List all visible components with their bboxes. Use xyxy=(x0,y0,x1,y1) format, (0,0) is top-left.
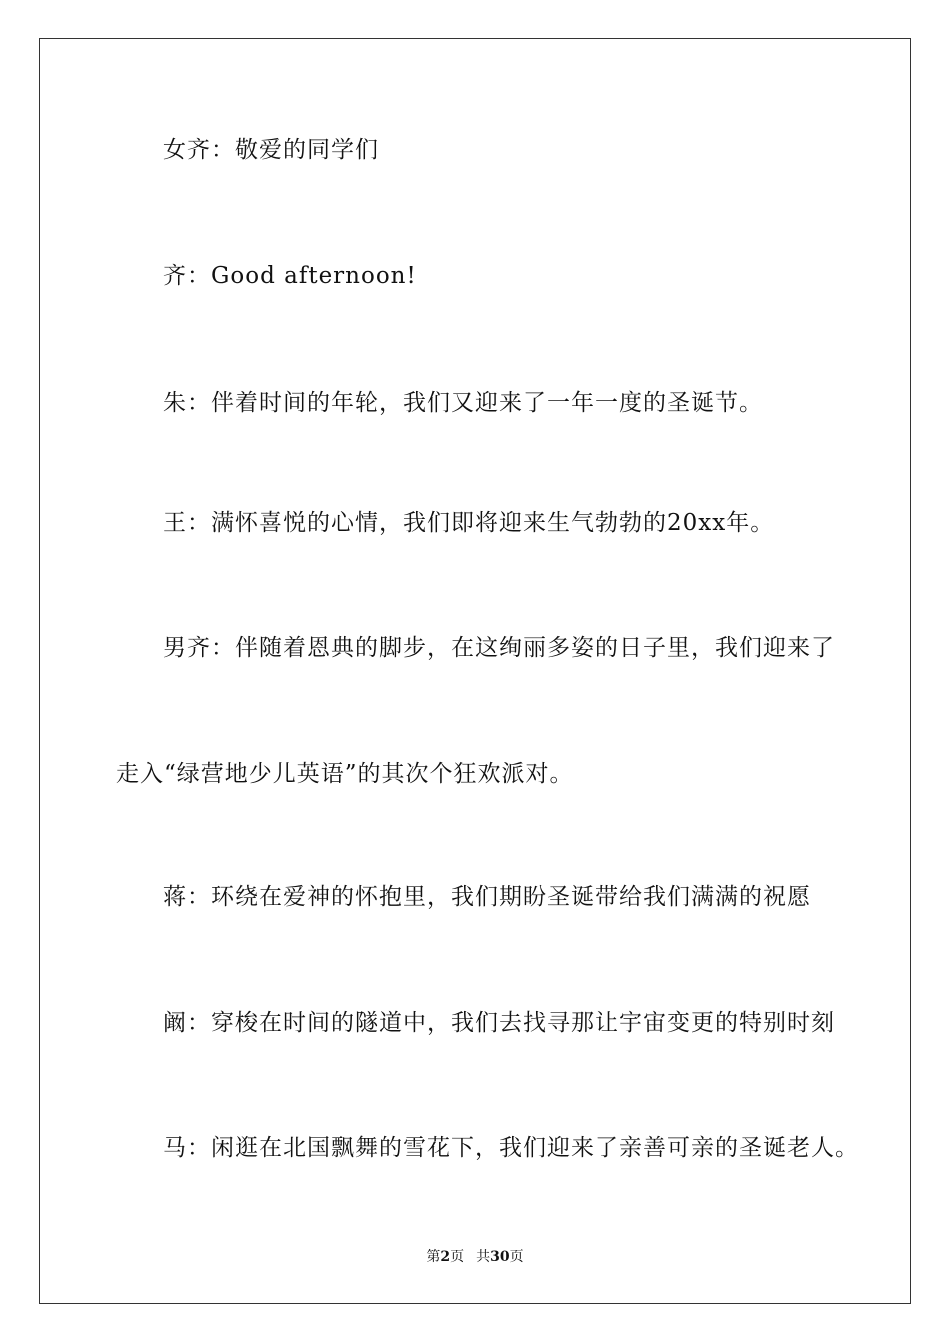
total-prefix: 共 xyxy=(476,1249,491,1265)
dialogue-line-8: 马：闲逛在北国飘舞的雪花下，我们迎来了亲善可亲的圣诞老人。 xyxy=(163,1135,859,1161)
dialogue-line-4: 王：满怀喜悦的心情，我们即将迎来生气勃勃的20xx年。 xyxy=(163,510,775,536)
dialogue-line-1: 女齐：敬爱的同学们 xyxy=(163,137,379,163)
dialogue-line-2: 齐：Good afternoon! xyxy=(163,263,417,289)
page-prefix: 第 xyxy=(426,1249,441,1265)
page-suffix: 页 xyxy=(450,1249,465,1265)
dialogue-line-5: 男齐：伴随着恩典的脚步，在这绚丽多姿的日子里，我们迎来了 xyxy=(163,635,835,661)
dialogue-line-6: 蒋：环绕在爱神的怀抱里，我们期盼圣诞带给我们满满的祝愿 xyxy=(163,884,811,910)
dialogue-line-3: 朱：伴着时间的年轮，我们又迎来了一年一度的圣诞节。 xyxy=(163,390,763,416)
page-number: 2 xyxy=(440,1249,451,1265)
total-pages: 30 xyxy=(490,1249,510,1265)
page-border xyxy=(39,38,911,1304)
dialogue-line-7: 阚：穿梭在时间的隧道中，我们去找寻那让宇宙变更的特别时刻 xyxy=(163,1010,835,1036)
page-footer xyxy=(0,1246,950,1266)
total-suffix: 页 xyxy=(509,1249,524,1265)
dialogue-line-5-continued: 走入“绿营地少儿英语”的其次个狂欢派对。 xyxy=(116,761,574,787)
